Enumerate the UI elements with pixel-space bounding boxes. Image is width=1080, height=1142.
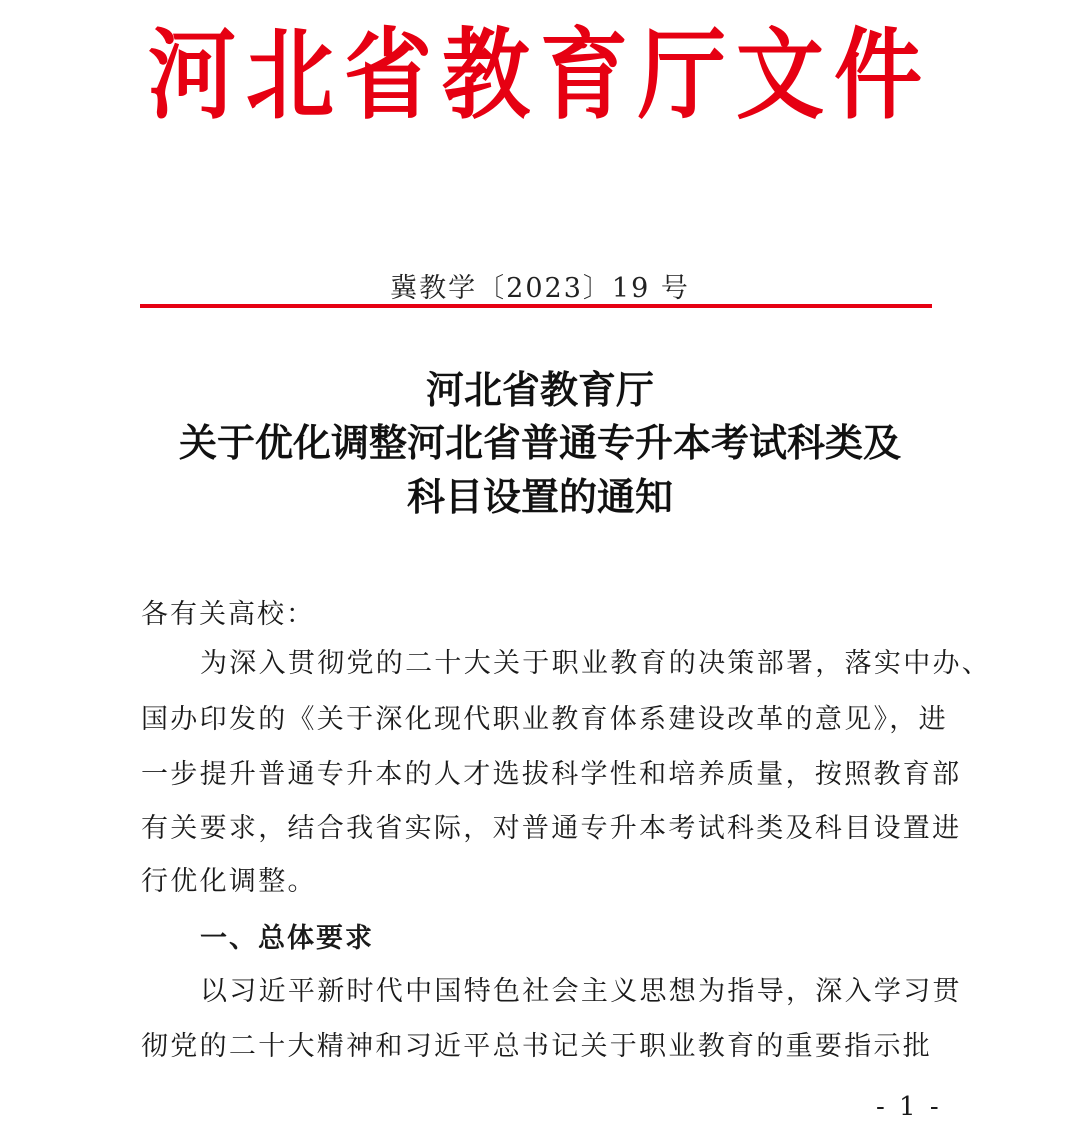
document-number: 冀教学〔2023〕19 号 <box>390 273 690 304</box>
title-line-2: 关于优化调整河北省普通专升本考试科类及 <box>178 420 901 465</box>
title-line-3: 科目设置的通知 <box>406 474 673 519</box>
paragraph-2-line: 彻党的二十大精神和习近平总书记关于职业教育的重要指示批 <box>141 1031 933 1062</box>
issuer-banner: 河北省教育厅文件 <box>147 17 932 133</box>
section-heading-general-requirements: 一、总体要求 <box>200 923 374 954</box>
title-line-1: 河北省教育厅 <box>425 367 654 412</box>
paragraph-1-line: 行优化调整。 <box>141 866 317 897</box>
paragraph-1-line: 国办印发的《关于深化现代职业教育体系建设改革的意见》，进 <box>141 704 948 735</box>
paragraph-2-line: 以习近平新时代中国特色社会主义思想为指导，深入学习贯 <box>200 976 962 1007</box>
paragraph-1-line: 有关要求，结合我省实际，对普通专升本考试科类及科目设置进 <box>141 813 962 844</box>
paragraph-1-line: 一步提升普通专升本的人才选拔科学性和培养质量，按照教育部 <box>141 759 962 790</box>
page-number: - 1 - <box>876 1092 942 1122</box>
paragraph-1-line: 为深入贯彻党的二十大关于职业教育的决策部署，落实中办、 <box>200 648 992 679</box>
salutation: 各有关高校： <box>141 599 315 630</box>
red-divider-line <box>140 304 932 308</box>
